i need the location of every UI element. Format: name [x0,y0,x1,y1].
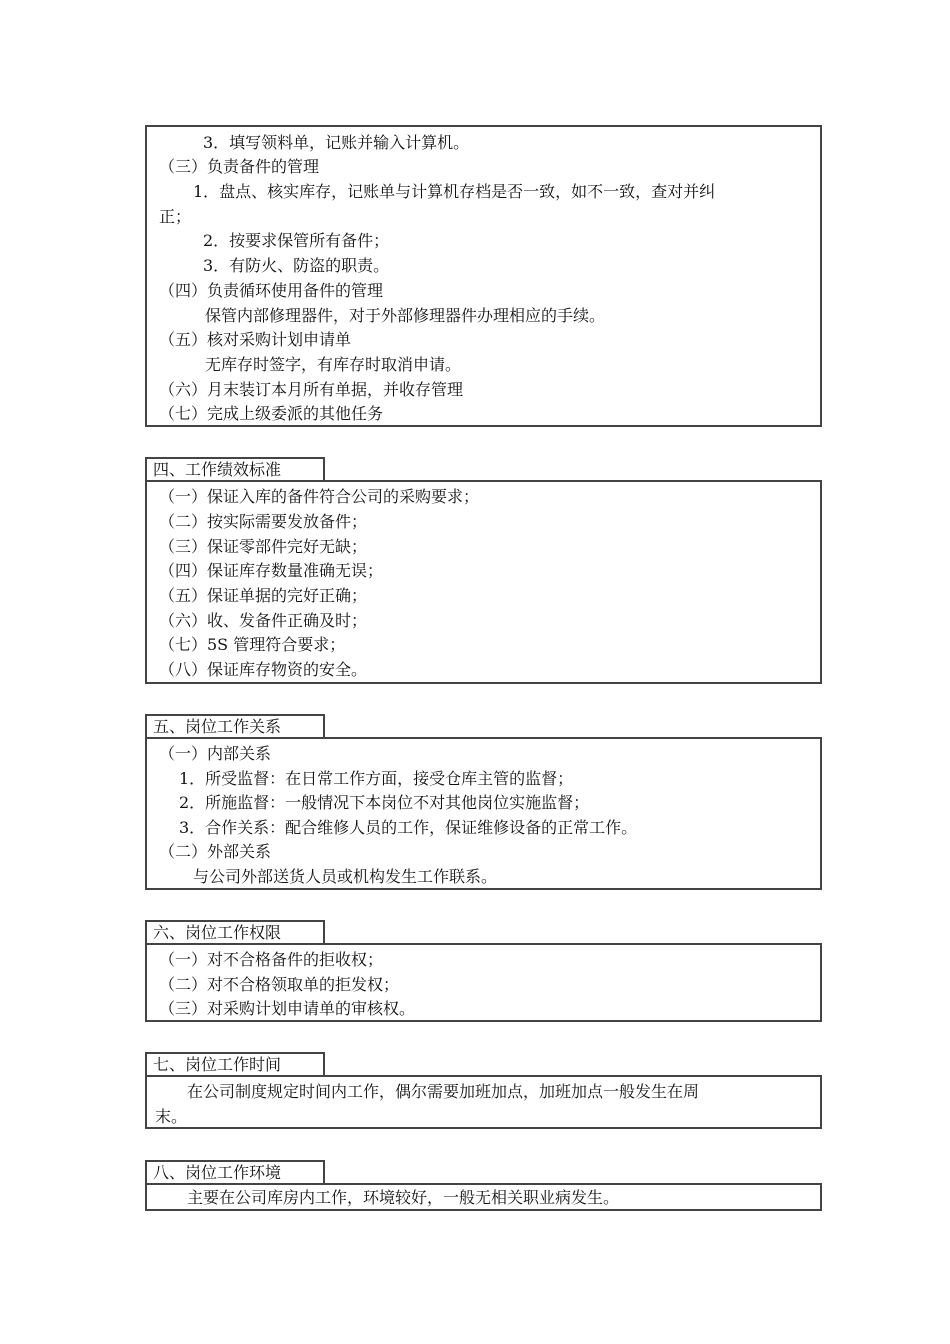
list-item: （一）保证入库的备件符合公司的采购要求； [159,487,480,506]
section-duties-continued [145,125,822,427]
paragraph-line: 主要在公司库房内工作，环境较好，一般无相关职业病发生。 [187,1188,620,1207]
paragraph-line: 末。 [155,1107,188,1126]
duty-line: 保管内部修理器件，对于外部修理器件办理相应的手续。 [205,306,606,325]
list-item: 与公司外部送货人员或机构发生工作联系。 [193,867,498,886]
section-title-worktime: 七、岗位工作时间 [145,1052,325,1076]
section-title-performance: 四、工作绩效标准 [145,457,325,481]
duty-line: 3．填写领料单，记账并输入计算机。 [203,133,470,152]
duty-heading: （六）月末装订本月所有单据，并收存管理 [159,380,464,399]
list-item: 1．所受监督：在日常工作方面，接受仓库主管的监督； [179,769,574,788]
duty-heading: （五）核对采购计划申请单 [159,330,352,349]
duty-line: 正； [159,207,192,226]
list-item: （二）对不合格领取单的拒发权； [159,975,400,994]
list-item: （七）5S 管理符合要求； [159,635,346,654]
section-authority [145,943,822,1022]
paragraph-line: 在公司制度规定时间内工作，偶尔需要加班加点，加班加点一般发生在周 [187,1082,700,1101]
duty-heading: （三）负责备件的管理 [159,157,320,176]
list-item: （一）对不合格备件的拒收权； [159,950,384,969]
section-title-relations: 五、岗位工作关系 [145,714,325,738]
duty-line: 无库存时签字，有库存时取消申请。 [205,355,462,374]
duty-line: 1．盘点、核实库存，记账单与计算机存档是否一致，如不一致，查对并纠 [193,182,716,201]
list-item: 2．所施监督：一般情况下本岗位不对其他岗位实施监督； [179,793,590,812]
list-item: （三）保证零部件完好无缺； [159,537,368,556]
list-item: （四）保证库存数量准确无误； [159,561,384,580]
list-item: （一）内部关系 [159,744,272,763]
section-title-environment: 八、岗位工作环境 [145,1160,325,1184]
section-title-authority: 六、岗位工作权限 [145,920,325,944]
list-item: （五）保证单据的完好正确； [159,586,368,605]
section-performance [145,480,822,684]
section-relations [145,737,822,890]
duty-heading: （四）负责循环使用备件的管理 [159,281,384,300]
list-item: 3．合作关系：配合维修人员的工作，保证维修设备的正常工作。 [179,818,638,837]
section-worktime [145,1075,822,1129]
section-environment [145,1183,822,1211]
list-item: （六）收、发备件正确及时； [159,611,368,630]
duty-heading: （七）完成上级委派的其他任务 [159,404,384,423]
duty-line: 3．有防火、防盗的职责。 [203,256,390,275]
list-item: （二）按实际需要发放备件； [159,512,368,531]
list-item: （三）对采购计划申请单的审核权。 [159,999,416,1018]
duty-line: 2．按要求保管所有备件； [203,231,390,250]
list-item: （八）保证库存物资的安全。 [159,660,368,679]
list-item: （二）外部关系 [159,842,272,861]
